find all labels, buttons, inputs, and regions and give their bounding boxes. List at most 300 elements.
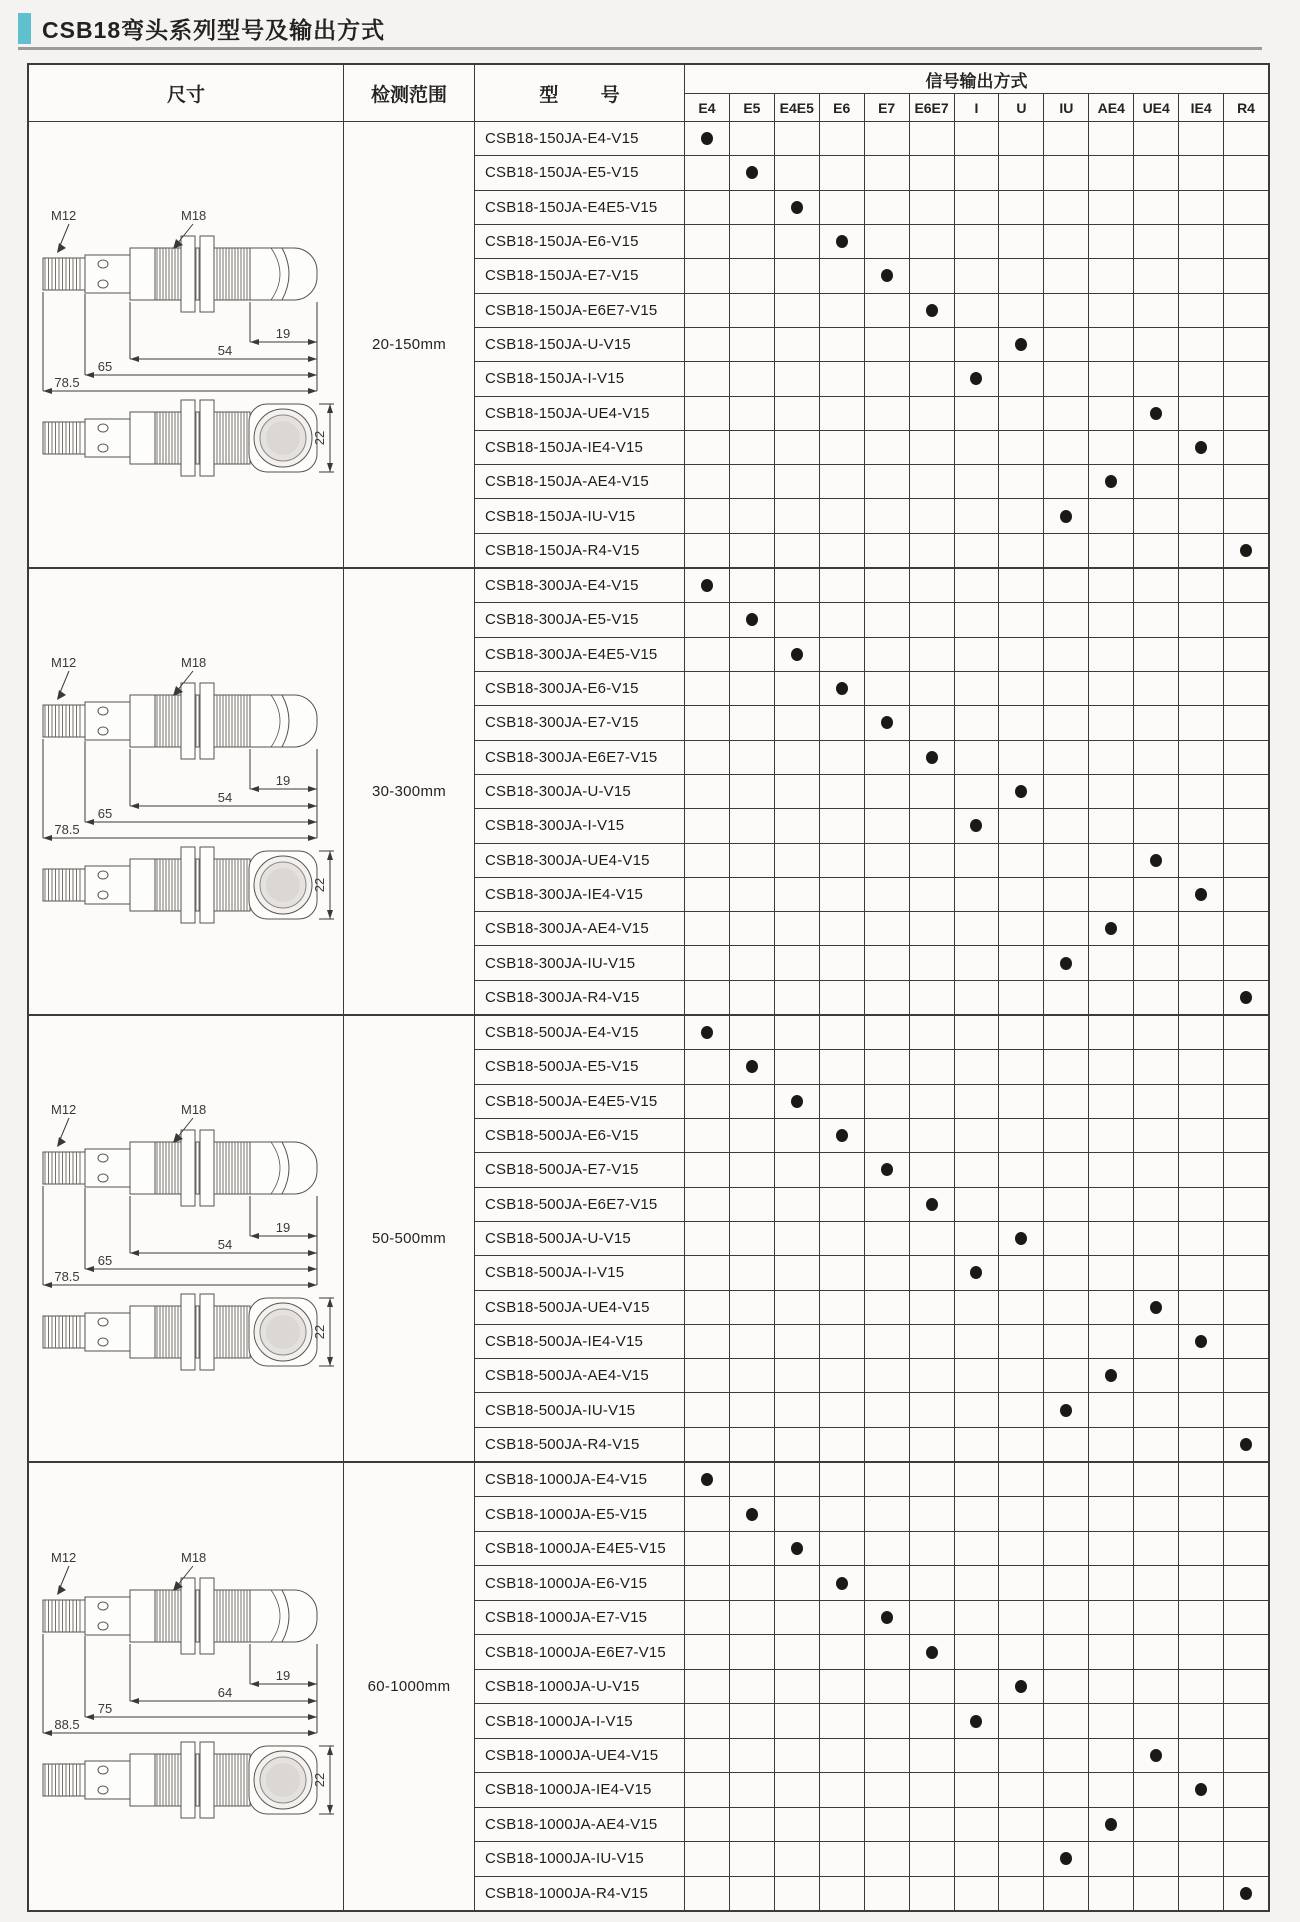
output-cell-r4 bbox=[1224, 878, 1268, 911]
output-cell-ae4 bbox=[1089, 1808, 1134, 1841]
table-row bbox=[475, 1222, 1268, 1256]
model-number: CSB18-1000JA-E6E7-V15 bbox=[475, 1635, 685, 1668]
output-cell-e6 bbox=[820, 1291, 865, 1324]
output-cell-e4e5 bbox=[775, 156, 820, 189]
output-cell-ue4 bbox=[1134, 603, 1179, 636]
output-cell-u bbox=[999, 1704, 1044, 1737]
model-number: CSB18-150JA-E4-V15 bbox=[475, 122, 685, 155]
output-cell-r4 bbox=[1224, 569, 1268, 602]
output-cell-r4 bbox=[1224, 1532, 1268, 1565]
output-cell-e6e7 bbox=[910, 672, 955, 705]
output-cell-iu bbox=[1044, 225, 1089, 258]
output-cell-e4e5 bbox=[775, 1532, 820, 1565]
output-cell-e4 bbox=[685, 912, 730, 945]
output-cell-e5 bbox=[730, 775, 775, 808]
output-cell-e6e7 bbox=[910, 397, 955, 430]
output-cell-iu bbox=[1044, 912, 1089, 945]
table-row bbox=[475, 431, 1268, 465]
output-dot bbox=[1195, 1783, 1207, 1796]
output-cell-ue4 bbox=[1134, 1601, 1179, 1634]
output-cell-u bbox=[999, 1428, 1044, 1461]
output-dot bbox=[1195, 888, 1207, 901]
output-dot bbox=[746, 1508, 758, 1521]
output-cell-e4e5 bbox=[775, 1325, 820, 1358]
output-cell-i bbox=[955, 328, 1000, 361]
output-cell-i bbox=[955, 1256, 1000, 1289]
output-cell-e7 bbox=[865, 1188, 910, 1221]
output-dot bbox=[701, 1473, 713, 1486]
output-cell-iu bbox=[1044, 1842, 1089, 1875]
output-cell-e6e7 bbox=[910, 1050, 955, 1083]
model-number: CSB18-300JA-E4-V15 bbox=[475, 569, 685, 602]
output-cell-iu bbox=[1044, 775, 1089, 808]
output-cell-e6 bbox=[820, 912, 865, 945]
output-cell-ue4 bbox=[1134, 844, 1179, 877]
output-cell-e4 bbox=[685, 1428, 730, 1461]
model-number: CSB18-300JA-R4-V15 bbox=[475, 981, 685, 1014]
output-cell-e6e7 bbox=[910, 569, 955, 602]
table-row bbox=[475, 809, 1268, 843]
output-cell-i bbox=[955, 672, 1000, 705]
output-cell-iu bbox=[1044, 1808, 1089, 1841]
output-cell-e6e7 bbox=[910, 1808, 955, 1841]
output-dot bbox=[1150, 1749, 1162, 1762]
output-dot bbox=[1105, 475, 1117, 488]
output-cell-e6 bbox=[820, 1566, 865, 1599]
output-cell-ie4 bbox=[1179, 1635, 1224, 1668]
output-cell-i bbox=[955, 1119, 1000, 1152]
dim-label-m12: M12 bbox=[51, 1101, 77, 1117]
output-cell-e6 bbox=[820, 156, 865, 189]
output-cell-e6e7 bbox=[910, 1704, 955, 1737]
table-row bbox=[475, 638, 1268, 672]
table-row bbox=[475, 362, 1268, 396]
output-cell-e4 bbox=[685, 1773, 730, 1806]
output-cell-r4 bbox=[1224, 1016, 1268, 1049]
output-cell-ue4 bbox=[1134, 1739, 1179, 1772]
output-cell-ae4 bbox=[1089, 122, 1134, 155]
output-cell-e4e5 bbox=[775, 465, 820, 498]
output-cell-e5 bbox=[730, 225, 775, 258]
output-cell-ue4 bbox=[1134, 191, 1179, 224]
output-cell-ue4 bbox=[1134, 809, 1179, 842]
model-number: CSB18-300JA-UE4-V15 bbox=[475, 844, 685, 877]
table-row bbox=[475, 569, 1268, 603]
output-cell-e4e5 bbox=[775, 1256, 820, 1289]
output-cell-iu bbox=[1044, 1497, 1089, 1530]
output-cell-ie4 bbox=[1179, 1291, 1224, 1324]
output-cell-i bbox=[955, 1050, 1000, 1083]
table-row bbox=[475, 1601, 1268, 1635]
output-cell-ie4 bbox=[1179, 981, 1224, 1014]
table-row bbox=[475, 1877, 1268, 1910]
output-cell-e4e5 bbox=[775, 1222, 820, 1255]
output-cell-e6e7 bbox=[910, 1497, 955, 1530]
model-number: CSB18-150JA-E6-V15 bbox=[475, 225, 685, 258]
output-cell-ie4 bbox=[1179, 499, 1224, 532]
output-cell-r4 bbox=[1224, 465, 1268, 498]
output-cell-u bbox=[999, 1532, 1044, 1565]
output-cell-iu bbox=[1044, 1393, 1089, 1426]
output-cell-e5 bbox=[730, 809, 775, 842]
output-cell-e6e7 bbox=[910, 1428, 955, 1461]
signal-column-header-e6: E6 bbox=[820, 94, 865, 121]
output-cell-ie4 bbox=[1179, 1359, 1224, 1392]
output-cell-e4e5 bbox=[775, 706, 820, 739]
output-cell-ie4 bbox=[1179, 1153, 1224, 1186]
output-cell-e4e5 bbox=[775, 1393, 820, 1426]
output-cell-e4 bbox=[685, 1635, 730, 1668]
output-cell-u bbox=[999, 878, 1044, 911]
output-cell-r4 bbox=[1224, 1222, 1268, 1255]
output-cell-i bbox=[955, 294, 1000, 327]
output-cell-ae4 bbox=[1089, 1359, 1134, 1392]
table-row bbox=[475, 1119, 1268, 1153]
output-cell-u bbox=[999, 1188, 1044, 1221]
table-row bbox=[475, 1463, 1268, 1497]
svg-text:54: 54 bbox=[217, 1236, 233, 1252]
output-cell-e4 bbox=[685, 465, 730, 498]
table-row bbox=[475, 259, 1268, 293]
output-cell-e4e5 bbox=[775, 569, 820, 602]
output-cell-u bbox=[999, 1359, 1044, 1392]
output-cell-u bbox=[999, 1497, 1044, 1530]
output-cell-e4 bbox=[685, 294, 730, 327]
output-cell-e6 bbox=[820, 1704, 865, 1737]
output-cell-e5 bbox=[730, 878, 775, 911]
output-cell-iu bbox=[1044, 259, 1089, 292]
output-cell-ie4 bbox=[1179, 741, 1224, 774]
table-row bbox=[475, 465, 1268, 499]
output-cell-e4e5 bbox=[775, 775, 820, 808]
output-cell-ae4 bbox=[1089, 465, 1134, 498]
model-number: CSB18-1000JA-E4-V15 bbox=[475, 1463, 685, 1496]
output-cell-r4 bbox=[1224, 1670, 1268, 1703]
output-cell-i bbox=[955, 431, 1000, 464]
output-cell-iu bbox=[1044, 1877, 1089, 1910]
output-cell-e5 bbox=[730, 981, 775, 1014]
output-cell-e6 bbox=[820, 638, 865, 671]
output-cell-ie4 bbox=[1179, 397, 1224, 430]
output-cell-ae4 bbox=[1089, 569, 1134, 602]
output-cell-e6 bbox=[820, 1532, 865, 1565]
model-number: CSB18-150JA-IE4-V15 bbox=[475, 431, 685, 464]
table-row bbox=[475, 225, 1268, 259]
output-cell-iu bbox=[1044, 1050, 1089, 1083]
output-cell-ie4 bbox=[1179, 328, 1224, 361]
output-cell-i bbox=[955, 1291, 1000, 1324]
output-cell-ie4 bbox=[1179, 706, 1224, 739]
output-cell-ue4 bbox=[1134, 1773, 1179, 1806]
output-cell-e4 bbox=[685, 946, 730, 979]
svg-text:65: 65 bbox=[97, 1252, 113, 1268]
output-dot bbox=[746, 613, 758, 626]
output-cell-iu bbox=[1044, 946, 1089, 979]
output-cell-r4 bbox=[1224, 741, 1268, 774]
dim-label-height: 22 bbox=[312, 1772, 327, 1787]
output-cell-u bbox=[999, 431, 1044, 464]
output-dot bbox=[836, 1129, 848, 1142]
output-cell-ae4 bbox=[1089, 1877, 1134, 1910]
output-cell-ie4 bbox=[1179, 1188, 1224, 1221]
output-cell-i bbox=[955, 741, 1000, 774]
output-cell-e6e7 bbox=[910, 1739, 955, 1772]
signal-column-header-i: I bbox=[955, 94, 1000, 121]
output-cell-u bbox=[999, 1256, 1044, 1289]
output-cell-i bbox=[955, 225, 1000, 258]
output-cell-ae4 bbox=[1089, 294, 1134, 327]
output-cell-r4 bbox=[1224, 981, 1268, 1014]
output-cell-ie4 bbox=[1179, 294, 1224, 327]
output-cell-ae4 bbox=[1089, 981, 1134, 1014]
model-number: CSB18-1000JA-I-V15 bbox=[475, 1704, 685, 1737]
output-cell-e6e7 bbox=[910, 1877, 955, 1910]
output-cell-u bbox=[999, 672, 1044, 705]
table-row bbox=[475, 1842, 1268, 1876]
table-row bbox=[475, 672, 1268, 706]
output-cell-e6 bbox=[820, 1050, 865, 1083]
output-cell-e6 bbox=[820, 465, 865, 498]
output-cell-ie4 bbox=[1179, 1704, 1224, 1737]
output-cell-iu bbox=[1044, 706, 1089, 739]
output-cell-iu bbox=[1044, 1773, 1089, 1806]
output-cell-e5 bbox=[730, 1393, 775, 1426]
output-cell-ae4 bbox=[1089, 1050, 1134, 1083]
signal-column-header-ae4: AE4 bbox=[1089, 94, 1134, 121]
output-cell-e6e7 bbox=[910, 1119, 955, 1152]
model-number: CSB18-500JA-E6-V15 bbox=[475, 1119, 685, 1152]
output-cell-e4e5 bbox=[775, 1188, 820, 1221]
model-number: CSB18-1000JA-IU-V15 bbox=[475, 1842, 685, 1875]
output-cell-e6 bbox=[820, 259, 865, 292]
output-cell-e5 bbox=[730, 1670, 775, 1703]
output-cell-e6 bbox=[820, 672, 865, 705]
svg-text:75: 75 bbox=[97, 1700, 113, 1716]
output-cell-e4 bbox=[685, 1188, 730, 1221]
output-cell-u bbox=[999, 706, 1044, 739]
output-cell-ue4 bbox=[1134, 1050, 1179, 1083]
output-cell-ue4 bbox=[1134, 569, 1179, 602]
output-cell-ie4 bbox=[1179, 156, 1224, 189]
output-cell-e6 bbox=[820, 844, 865, 877]
output-cell-r4 bbox=[1224, 362, 1268, 395]
table-row bbox=[475, 603, 1268, 637]
model-number: CSB18-300JA-U-V15 bbox=[475, 775, 685, 808]
output-cell-e5 bbox=[730, 431, 775, 464]
output-dot bbox=[1195, 1335, 1207, 1348]
output-cell-e7 bbox=[865, 1601, 910, 1634]
output-cell-e6e7 bbox=[910, 431, 955, 464]
header-signal-area bbox=[685, 65, 1268, 121]
output-cell-ae4 bbox=[1089, 706, 1134, 739]
output-cell-i bbox=[955, 569, 1000, 602]
output-cell-i bbox=[955, 1670, 1000, 1703]
output-cell-e6 bbox=[820, 1670, 865, 1703]
output-cell-r4 bbox=[1224, 225, 1268, 258]
output-cell-i bbox=[955, 844, 1000, 877]
output-cell-r4 bbox=[1224, 638, 1268, 671]
output-cell-e4 bbox=[685, 1670, 730, 1703]
output-cell-e4e5 bbox=[775, 1877, 820, 1910]
dim-label-m18: M18 bbox=[181, 1549, 207, 1565]
output-cell-iu bbox=[1044, 1704, 1089, 1737]
svg-text:19: 19 bbox=[275, 1219, 291, 1235]
output-cell-i bbox=[955, 1359, 1000, 1392]
output-cell-r4 bbox=[1224, 1773, 1268, 1806]
output-cell-ie4 bbox=[1179, 1016, 1224, 1049]
table-row bbox=[475, 775, 1268, 809]
output-cell-e7 bbox=[865, 1773, 910, 1806]
output-cell-i bbox=[955, 1393, 1000, 1426]
output-cell-e5 bbox=[730, 638, 775, 671]
output-cell-ue4 bbox=[1134, 122, 1179, 155]
output-cell-ae4 bbox=[1089, 809, 1134, 842]
table-row bbox=[475, 1016, 1268, 1050]
output-cell-r4 bbox=[1224, 775, 1268, 808]
output-cell-e5 bbox=[730, 1601, 775, 1634]
table-row bbox=[475, 1291, 1268, 1325]
output-cell-e6 bbox=[820, 1877, 865, 1910]
table-row bbox=[475, 878, 1268, 912]
output-cell-ue4 bbox=[1134, 499, 1179, 532]
output-cell-ie4 bbox=[1179, 1566, 1224, 1599]
output-cell-e7 bbox=[865, 981, 910, 1014]
output-cell-e5 bbox=[730, 912, 775, 945]
table-header bbox=[29, 65, 1268, 122]
output-cell-e4 bbox=[685, 362, 730, 395]
model-number: CSB18-300JA-E5-V15 bbox=[475, 603, 685, 636]
output-dot bbox=[791, 1095, 803, 1108]
output-cell-iu bbox=[1044, 431, 1089, 464]
output-cell-iu bbox=[1044, 156, 1089, 189]
output-cell-u bbox=[999, 294, 1044, 327]
output-cell-ie4 bbox=[1179, 844, 1224, 877]
output-cell-ae4 bbox=[1089, 431, 1134, 464]
output-dot bbox=[881, 716, 893, 729]
output-cell-e4 bbox=[685, 1463, 730, 1496]
output-cell-iu bbox=[1044, 362, 1089, 395]
output-cell-iu bbox=[1044, 1085, 1089, 1118]
output-cell-i bbox=[955, 1153, 1000, 1186]
model-number: CSB18-1000JA-UE4-V15 bbox=[475, 1739, 685, 1772]
output-cell-e7 bbox=[865, 397, 910, 430]
output-cell-e7 bbox=[865, 638, 910, 671]
output-cell-iu bbox=[1044, 741, 1089, 774]
output-cell-e4e5 bbox=[775, 912, 820, 945]
output-cell-iu bbox=[1044, 809, 1089, 842]
output-cell-e6e7 bbox=[910, 912, 955, 945]
model-number: CSB18-500JA-E7-V15 bbox=[475, 1153, 685, 1186]
output-cell-r4 bbox=[1224, 1463, 1268, 1496]
output-cell-r4 bbox=[1224, 1704, 1268, 1737]
output-cell-u bbox=[999, 638, 1044, 671]
output-cell-r4 bbox=[1224, 1393, 1268, 1426]
model-number: CSB18-1000JA-R4-V15 bbox=[475, 1877, 685, 1910]
svg-text:65: 65 bbox=[97, 805, 113, 821]
dimension-drawing-cell bbox=[29, 1463, 344, 1910]
output-cell-e4e5 bbox=[775, 809, 820, 842]
output-cell-e6e7 bbox=[910, 741, 955, 774]
output-cell-e4 bbox=[685, 1704, 730, 1737]
model-number: CSB18-150JA-E4E5-V15 bbox=[475, 191, 685, 224]
output-cell-r4 bbox=[1224, 156, 1268, 189]
output-cell-e7 bbox=[865, 1428, 910, 1461]
output-cell-e4e5 bbox=[775, 362, 820, 395]
signal-column-header-e7: E7 bbox=[865, 94, 910, 121]
output-cell-r4 bbox=[1224, 259, 1268, 292]
output-cell-ae4 bbox=[1089, 1119, 1134, 1152]
output-cell-iu bbox=[1044, 1463, 1089, 1496]
output-dot bbox=[791, 1542, 803, 1555]
model-number: CSB18-150JA-AE4-V15 bbox=[475, 465, 685, 498]
detection-range-value: 60-1000mm bbox=[344, 1463, 475, 1910]
signal-column-header-ue4: UE4 bbox=[1134, 94, 1179, 121]
output-cell-e7 bbox=[865, 191, 910, 224]
output-cell-e6 bbox=[820, 534, 865, 567]
table-row bbox=[475, 397, 1268, 431]
output-cell-e5 bbox=[730, 362, 775, 395]
output-cell-e6 bbox=[820, 499, 865, 532]
signal-column-header-e4: E4 bbox=[685, 94, 730, 121]
table-row bbox=[475, 294, 1268, 328]
output-cell-e6 bbox=[820, 362, 865, 395]
output-cell-e5 bbox=[730, 1428, 775, 1461]
output-cell-e7 bbox=[865, 294, 910, 327]
output-cell-u bbox=[999, 191, 1044, 224]
output-cell-e6 bbox=[820, 1222, 865, 1255]
output-cell-e6e7 bbox=[910, 775, 955, 808]
dim-label-m18: M18 bbox=[181, 654, 207, 670]
output-cell-r4 bbox=[1224, 431, 1268, 464]
output-cell-e4 bbox=[685, 603, 730, 636]
output-cell-ie4 bbox=[1179, 775, 1224, 808]
output-cell-e4 bbox=[685, 1256, 730, 1289]
output-cell-e6e7 bbox=[910, 328, 955, 361]
output-cell-e6 bbox=[820, 1601, 865, 1634]
output-dot bbox=[970, 819, 982, 832]
output-cell-i bbox=[955, 397, 1000, 430]
output-cell-e6 bbox=[820, 1359, 865, 1392]
output-cell-e4 bbox=[685, 878, 730, 911]
output-cell-ie4 bbox=[1179, 1428, 1224, 1461]
table-row bbox=[475, 1808, 1268, 1842]
model-number: CSB18-300JA-E4E5-V15 bbox=[475, 638, 685, 671]
output-cell-ue4 bbox=[1134, 1428, 1179, 1461]
output-cell-i bbox=[955, 878, 1000, 911]
output-cell-e7 bbox=[865, 809, 910, 842]
output-cell-ue4 bbox=[1134, 225, 1179, 258]
table-row bbox=[475, 1050, 1268, 1084]
output-cell-ae4 bbox=[1089, 1085, 1134, 1118]
output-dot bbox=[791, 201, 803, 214]
output-cell-e4e5 bbox=[775, 844, 820, 877]
detection-range-value: 20-150mm bbox=[344, 122, 475, 567]
sensor-dimension-drawing bbox=[35, 204, 337, 486]
output-cell-e4e5 bbox=[775, 294, 820, 327]
output-cell-r4 bbox=[1224, 1739, 1268, 1772]
output-cell-e6 bbox=[820, 122, 865, 155]
output-cell-e5 bbox=[730, 1119, 775, 1152]
output-cell-ue4 bbox=[1134, 465, 1179, 498]
output-cell-ae4 bbox=[1089, 1463, 1134, 1496]
output-cell-e6 bbox=[820, 1188, 865, 1221]
output-cell-ae4 bbox=[1089, 225, 1134, 258]
output-cell-iu bbox=[1044, 1119, 1089, 1152]
output-cell-r4 bbox=[1224, 1050, 1268, 1083]
output-cell-u bbox=[999, 1153, 1044, 1186]
output-cell-i bbox=[955, 775, 1000, 808]
output-cell-r4 bbox=[1224, 1428, 1268, 1461]
